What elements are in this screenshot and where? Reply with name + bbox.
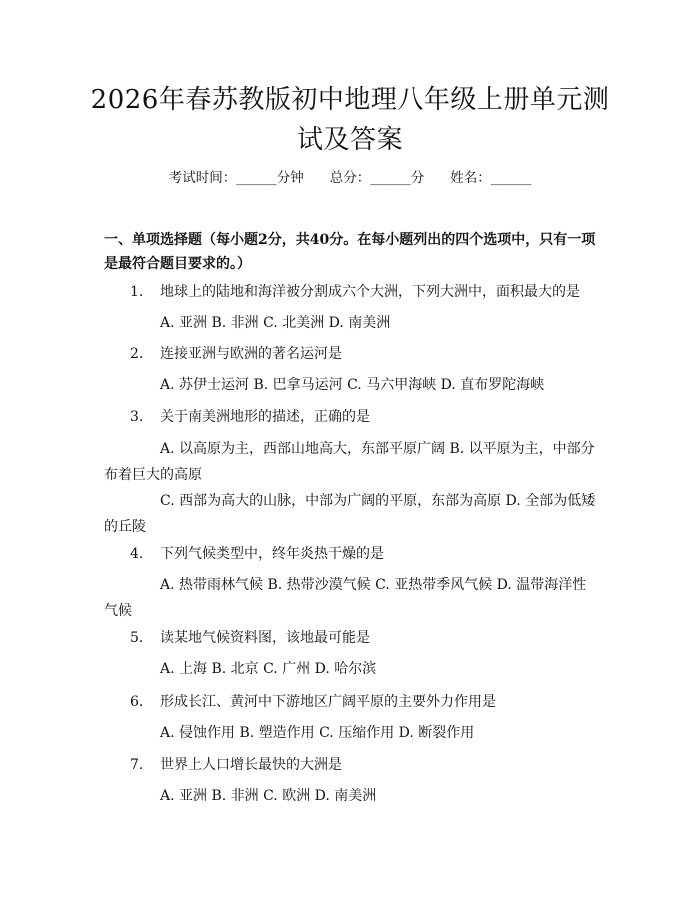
question-stem: 读某地气候资料图，该地最可能是 — [160, 630, 370, 646]
question-4-options: A. 热带雨林气候 B. 热带沙漠气候 C. 亚热带季风气候 D. 温带海洋性气候 — [104, 577, 587, 619]
question-stem: 形成长江、黄河中下游地区广阔平原的主要外力作用是 — [160, 694, 496, 710]
question-3-options-ab: A. 以高原为主，西部山地高大，东部平原广阔 B. 以平原为主，中部分布着巨大的高原 — [104, 441, 595, 483]
question-7-options: A. 亚洲 B. 非洲 C. 欧洲 D. 南美洲 — [160, 788, 377, 804]
question-1-options: A. 亚洲 B. 非洲 C. 北美洲 D. 南美洲 — [160, 315, 391, 331]
question-stem: 世界上人口增长最快的大洲是 — [160, 757, 342, 773]
question-number: 4. — [130, 546, 144, 562]
question-number: 5. — [130, 630, 144, 646]
total-score-field: 总分：______分 — [329, 170, 425, 186]
question-6-options: A. 侵蚀作用 B. 塑造作用 C. 压缩作用 D. 断裂作用 — [160, 725, 475, 741]
question-number: 1. — [130, 284, 144, 300]
exam-title-line-2: 试及答案 — [296, 125, 403, 155]
question-2-options: A. 苏伊士运河 B. 巴拿马运河 C. 马六甲海峡 D. 直布罗陀海峡 — [160, 377, 545, 393]
exam-title-line-1: 2026年春苏教版初中地理八年级上册单元测 — [90, 85, 610, 115]
question-stem: 地球上的陆地和海洋被分割成六个大洲，下列大洲中，面积最大的是 — [160, 284, 580, 300]
question-number: 7. — [130, 757, 144, 773]
section-heading-single-choice: 一、单项选择题（每小题2分，共40分。在每小题列出的四个选项中，只有一项是最符合题目要求的。） — [104, 232, 596, 272]
exam-time-field: 考试时间：______分钟 — [168, 170, 304, 186]
question-stem: 连接亚洲与欧洲的著名运河是 — [160, 346, 342, 362]
question-number: 6. — [130, 694, 144, 710]
question-3-options-cd: C. 西部为高大的山脉，中部为广阔的平原，东部为高原 D. 全部为低矮的丘陵 — [104, 493, 596, 535]
exam-title — [80, 80, 620, 160]
question-number: 3. — [130, 409, 144, 425]
student-name-field: 姓名：______ — [450, 170, 532, 186]
question-stem: 下列气候类型中，终年炎热干燥的是 — [160, 546, 384, 562]
question-stem: 关于南美洲地形的描述，正确的是 — [160, 409, 370, 425]
question-5-options: A. 上海 B. 北京 C. 广州 D. 哈尔滨 — [160, 661, 377, 677]
question-number: 2. — [130, 346, 144, 362]
exam-info-row — [0, 168, 700, 188]
